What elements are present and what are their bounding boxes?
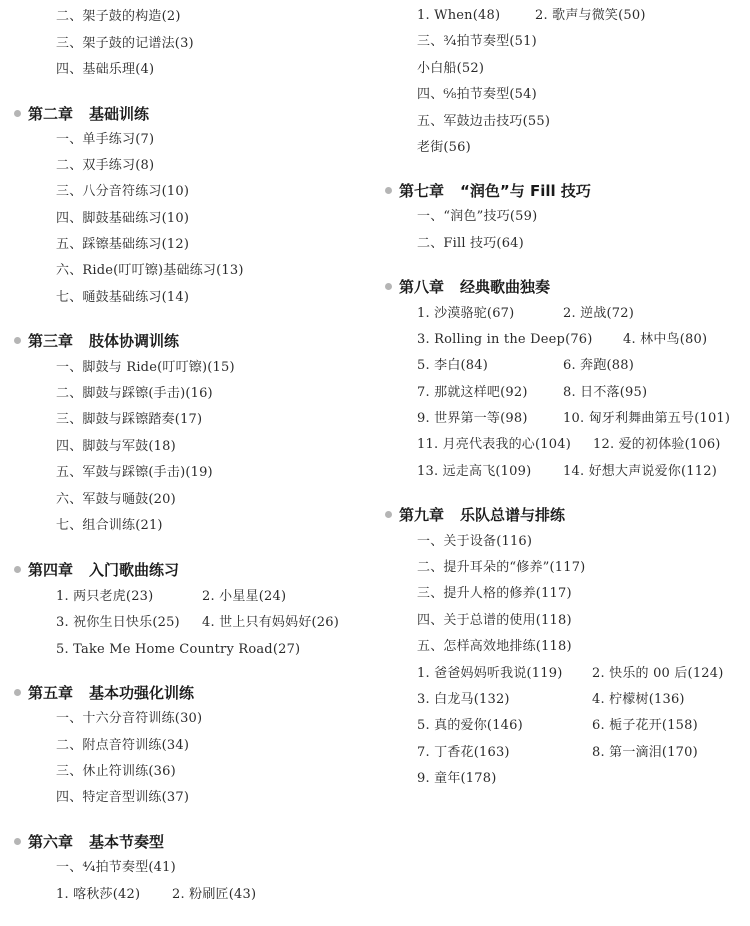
toc-entry: 一、脚鼓与 Ride(叮叮镲)(15) bbox=[56, 360, 235, 375]
toc-entry: 三、八分音符练习(10) bbox=[56, 184, 190, 199]
toc-entry: 二、附点音符训练(34) bbox=[56, 738, 190, 753]
toc-entry: 四、脚鼓基础练习(10) bbox=[56, 211, 190, 226]
chapter-number: 第九章 bbox=[399, 506, 445, 524]
toc-entry: 10. 匈牙利舞曲第五号(101) bbox=[563, 411, 731, 426]
toc-entry: 三、休止符训练(36) bbox=[56, 764, 176, 779]
toc-entry: 五、军鼓与踩镲(手击)(19) bbox=[56, 465, 213, 480]
chapter-number: 第三章 bbox=[28, 332, 74, 350]
toc-entry: 四、脚鼓与军鼓(18) bbox=[56, 439, 176, 454]
chapter-number: 第四章 bbox=[28, 561, 74, 579]
toc-entry: 3. Rolling in the Deep(76) bbox=[417, 332, 593, 347]
toc-entry: 六、军鼓与嗵鼓(20) bbox=[56, 492, 176, 507]
toc-entry: 12. 爱的初体验(106) bbox=[593, 437, 721, 452]
chapter-title: 经典歌曲独奏 bbox=[460, 278, 551, 296]
toc-entry: 六、Ride(叮叮镲)基础练习(13) bbox=[56, 263, 244, 278]
toc-entry: 2. 粉刷匠(43) bbox=[172, 887, 257, 902]
toc-entry: 一、⁴⁄₄拍节奏型(41) bbox=[56, 860, 176, 875]
chapter-title: 乐队总谱与排练 bbox=[460, 506, 566, 524]
bullet-dot-icon bbox=[385, 187, 392, 194]
chapter-heading bbox=[14, 560, 179, 580]
toc-entry: 9. 世界第一等(98) bbox=[417, 411, 528, 426]
toc-entry: 7. 丁香花(163) bbox=[417, 745, 510, 760]
toc-entry: 3. 祝你生日快乐(25) bbox=[56, 615, 180, 630]
toc-entry: 6. 栀子花开(158) bbox=[592, 718, 698, 733]
chapter-heading bbox=[385, 505, 565, 525]
toc-entry: 2. 快乐的 00 后(124) bbox=[592, 666, 724, 681]
toc-entry: 四、关于总谱的使用(118) bbox=[417, 613, 572, 628]
toc-entry: 5. 真的爱你(146) bbox=[417, 718, 523, 733]
toc-entry: 4. 林中鸟(80) bbox=[623, 332, 708, 347]
toc-entry: 二、脚鼓与踩镲(手击)(16) bbox=[56, 386, 213, 401]
chapter-number: 第六章 bbox=[28, 833, 74, 851]
toc-entry: 老街(56) bbox=[417, 140, 471, 155]
toc-entry: 二、Fill 技巧(64) bbox=[417, 236, 524, 251]
toc-entry: 三、架子鼓的记谱法(3) bbox=[56, 36, 194, 51]
chapter-title: 基本节奏型 bbox=[89, 833, 165, 851]
toc-entry: 七、组合训练(21) bbox=[56, 518, 163, 533]
bullet-dot-icon bbox=[14, 689, 21, 696]
toc-entry: 14. 好想大声说爱你(112) bbox=[563, 464, 717, 479]
chapter-heading bbox=[385, 181, 591, 201]
chapter-number: 第八章 bbox=[399, 278, 445, 296]
chapter-number: 第二章 bbox=[28, 105, 74, 123]
toc-entry: 2. 逆战(72) bbox=[563, 306, 635, 321]
toc-entry: 1. When(48) bbox=[417, 8, 501, 23]
toc-entry: 2. 小星星(24) bbox=[202, 589, 287, 604]
toc-entry: 1. 爸爸妈妈听我说(119) bbox=[417, 666, 563, 681]
toc-entry: 8. 第一滴泪(170) bbox=[592, 745, 698, 760]
chapter-number: 第五章 bbox=[28, 684, 74, 702]
toc-entry: 5. 李白(84) bbox=[417, 358, 489, 373]
chapter-heading bbox=[14, 331, 179, 351]
chapter-heading bbox=[14, 104, 149, 124]
toc-entry: 9. 童年(178) bbox=[417, 771, 497, 786]
toc-entry: 七、嗵鼓基础练习(14) bbox=[56, 290, 190, 305]
toc-entry: 6. 奔跑(88) bbox=[563, 358, 635, 373]
toc-entry: 一、关于设备(116) bbox=[417, 534, 533, 549]
toc-entry: 1. 两只老虎(23) bbox=[56, 589, 154, 604]
toc-entry: 4. 世上只有妈妈好(26) bbox=[202, 615, 340, 630]
bullet-dot-icon bbox=[385, 511, 392, 518]
bullet-dot-icon bbox=[385, 283, 392, 290]
toc-entry: 一、十六分音符训练(30) bbox=[56, 711, 203, 726]
toc-entry: 三、提升人格的修养(117) bbox=[417, 586, 572, 601]
bullet-dot-icon bbox=[14, 566, 21, 573]
toc-entry: 一、单手练习(7) bbox=[56, 132, 155, 147]
toc-entry: 11. 月亮代表我的心(104) bbox=[417, 437, 571, 452]
chapter-title: 基本功强化训练 bbox=[89, 684, 195, 702]
toc-entry: 3. 白龙马(132) bbox=[417, 692, 510, 707]
bullet-dot-icon bbox=[14, 838, 21, 845]
toc-entry: 四、⁶⁄₈拍节奏型(54) bbox=[417, 87, 537, 102]
toc-entry: 二、提升耳朵的“修养”(117) bbox=[417, 560, 586, 575]
chapter-heading bbox=[385, 277, 550, 297]
toc-entry: 四、特定音型训练(37) bbox=[56, 790, 190, 805]
chapter-heading bbox=[14, 832, 164, 852]
toc-entry: 7. 那就这样吧(92) bbox=[417, 385, 528, 400]
toc-entry: 二、架子鼓的构造(2) bbox=[56, 9, 181, 24]
chapter-title: 基础训练 bbox=[89, 105, 150, 123]
toc-entry: 13. 远走高飞(109) bbox=[417, 464, 532, 479]
toc-entry: 五、踩镲基础练习(12) bbox=[56, 237, 190, 252]
toc-entry: 五、怎样高效地排练(118) bbox=[417, 639, 572, 654]
toc-entry: 三、³⁄₄拍节奏型(51) bbox=[417, 34, 537, 49]
toc-entry: 五、军鼓边击技巧(55) bbox=[417, 114, 551, 129]
toc-entry: 小白船(52) bbox=[417, 61, 485, 76]
toc-entry: 三、脚鼓与踩镲踏奏(17) bbox=[56, 412, 203, 427]
toc-entry: 1. 沙漠骆驼(67) bbox=[417, 306, 515, 321]
toc-entry: 一、“润色”技巧(59) bbox=[417, 209, 538, 224]
chapter-number: 第七章 bbox=[399, 182, 445, 200]
toc-entry: 8. 日不落(95) bbox=[563, 385, 648, 400]
toc-entry: 二、双手练习(8) bbox=[56, 158, 155, 173]
bullet-dot-icon bbox=[14, 337, 21, 344]
toc-entry: 2. 歌声与微笑(50) bbox=[535, 8, 646, 23]
toc-entry: 1. 喀秋莎(42) bbox=[56, 887, 141, 902]
toc-entry: 5. Take Me Home Country Road(27) bbox=[56, 642, 301, 657]
toc-entry: 4. 柠檬树(136) bbox=[592, 692, 685, 707]
chapter-title: 入门歌曲练习 bbox=[89, 561, 180, 579]
bullet-dot-icon bbox=[14, 110, 21, 117]
chapter-title: “润色”与 Fill 技巧 bbox=[460, 182, 591, 200]
chapter-title: 肢体协调训练 bbox=[89, 332, 180, 350]
chapter-heading bbox=[14, 683, 194, 703]
toc-entry: 四、基础乐理(4) bbox=[56, 62, 155, 77]
